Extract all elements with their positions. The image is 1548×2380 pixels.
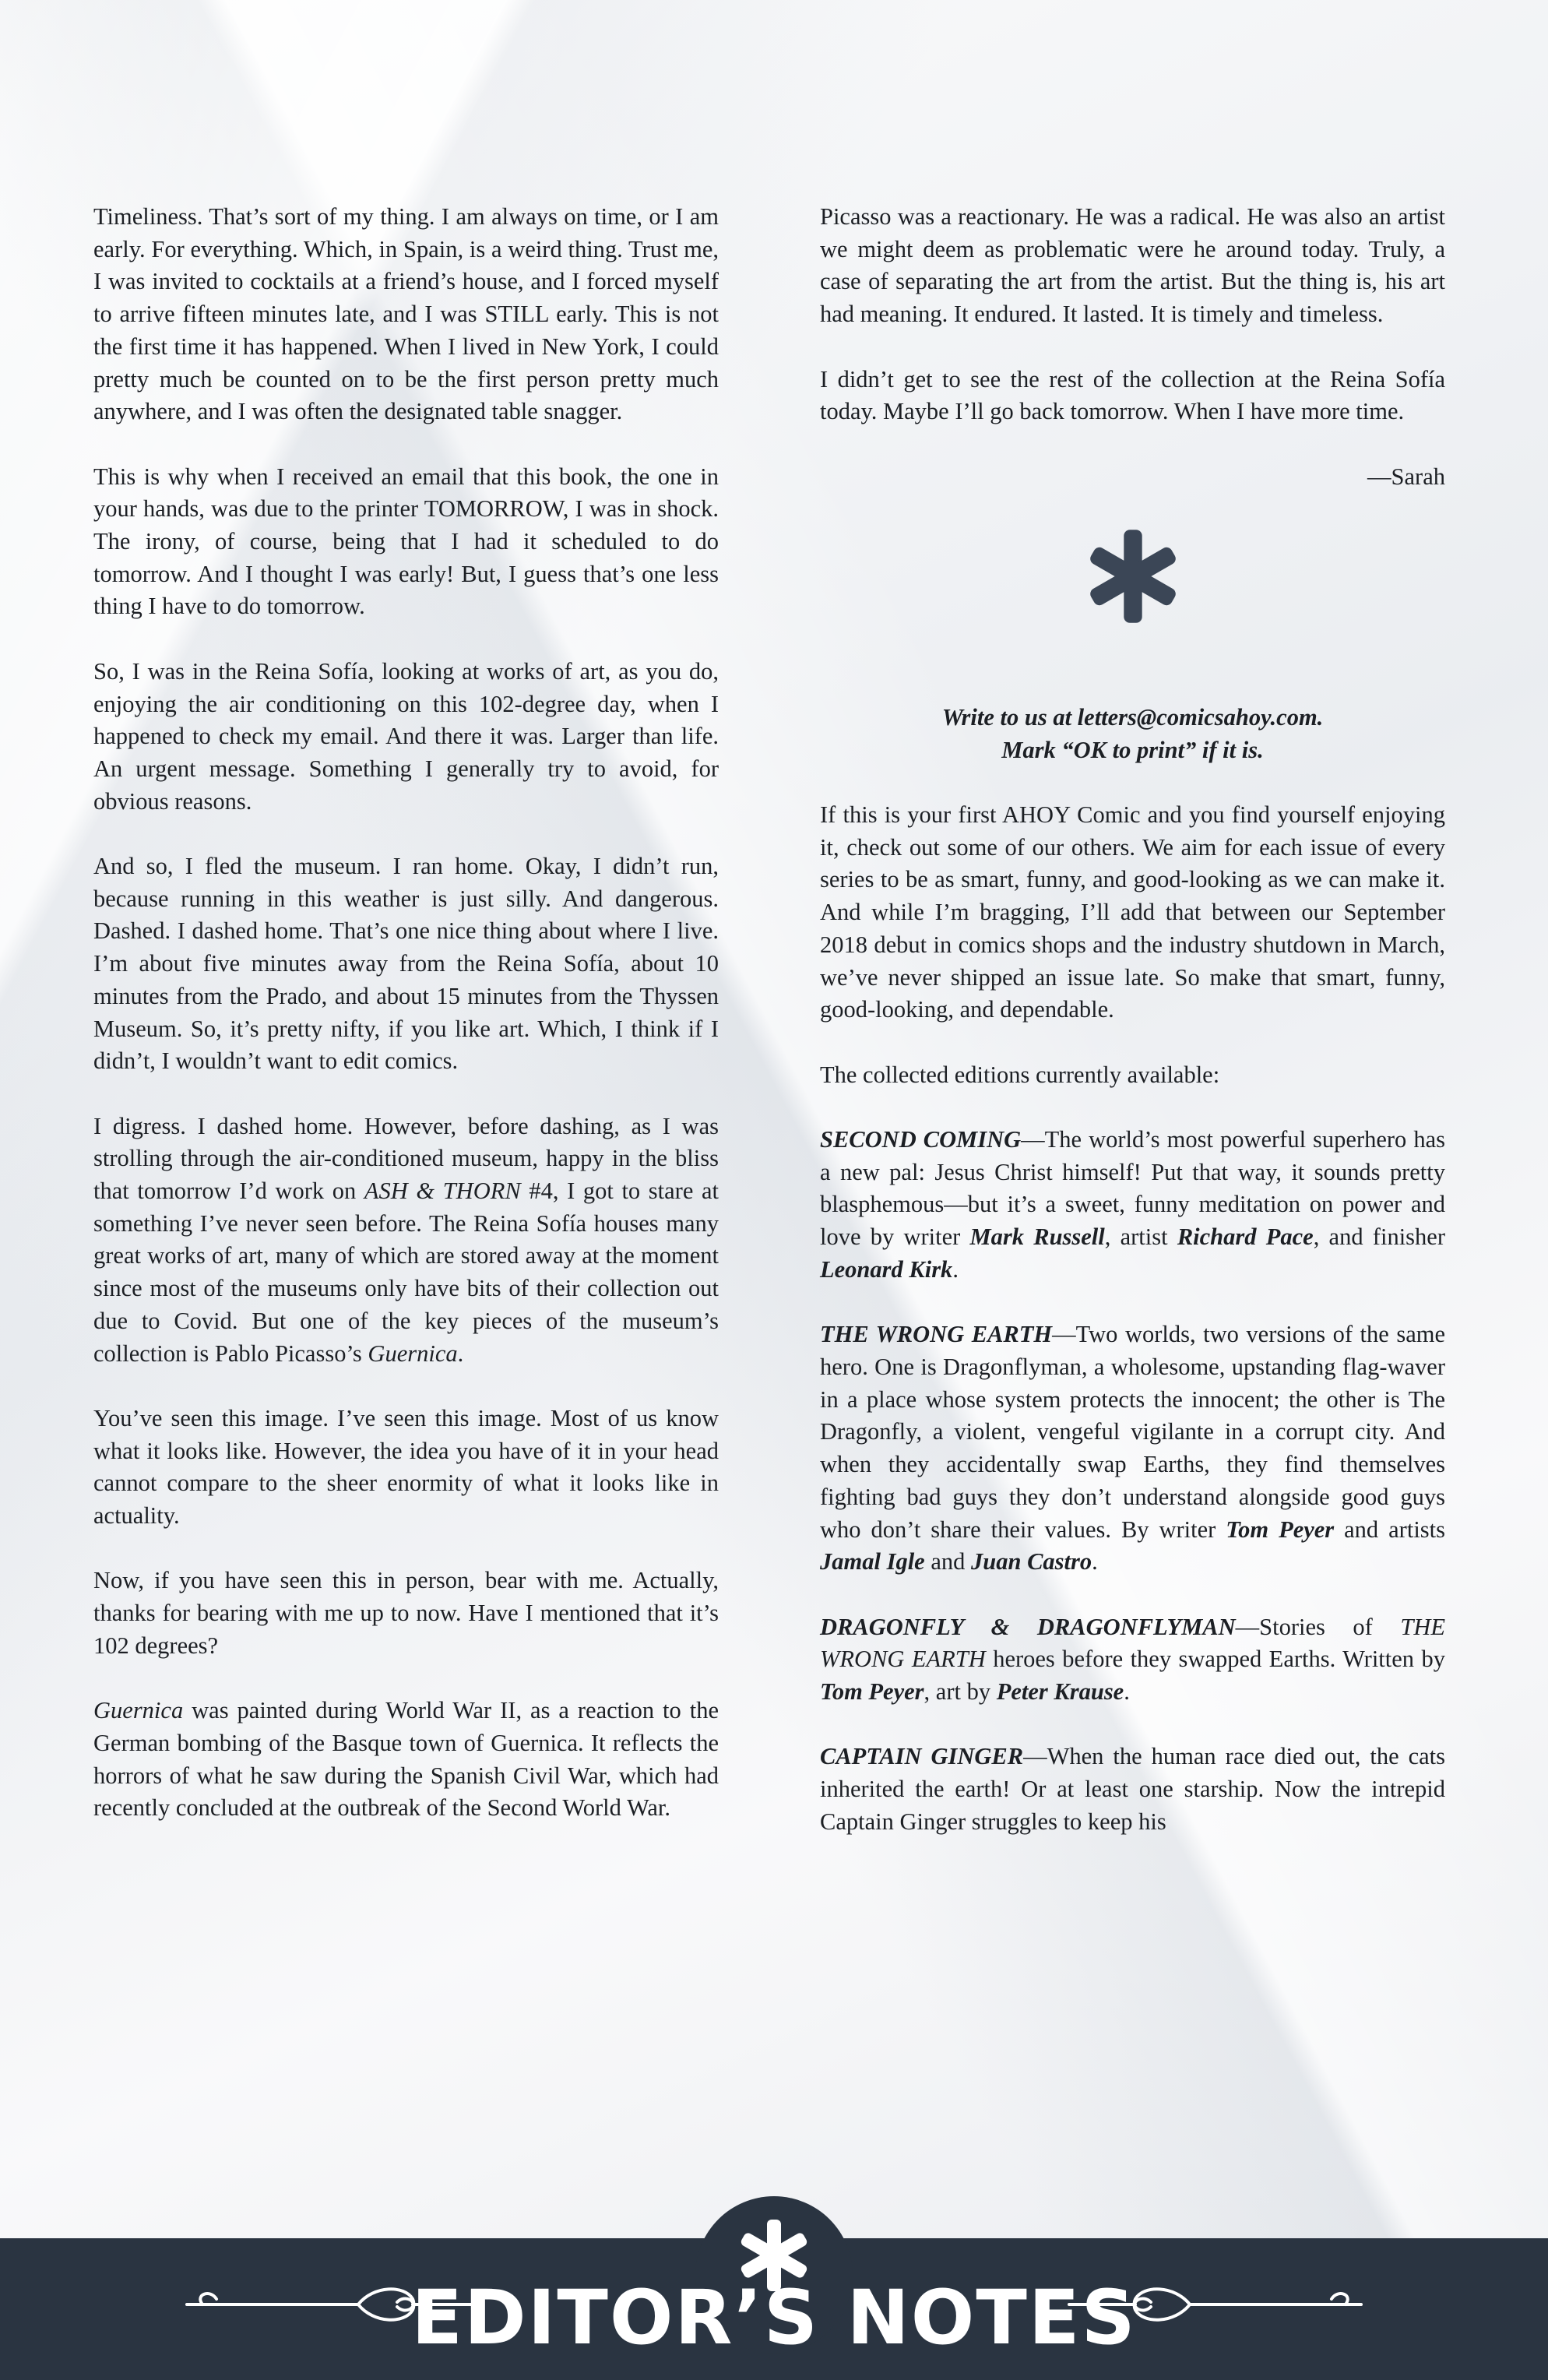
text-run: , art by bbox=[924, 1678, 997, 1705]
asterisk-icon bbox=[1082, 526, 1184, 627]
right-column bbox=[820, 201, 1445, 1871]
text-run: heroes before they swapped Earths. Written by bbox=[985, 1646, 1445, 1673]
paragraph bbox=[93, 201, 719, 428]
emphasis-text: Guernica bbox=[368, 1340, 458, 1367]
text-run: And so, I fled the museum. I ran home. Okay, I didn’t run, because running in this weather is just silly. And dangerous. Dashed. I dashed home. That’s one nice thing about where I live. I’m about five minutes away from the Reina Sofía, about 10 minutes from the Prado, and about 15 minutes from the Thyssen Museum. So, it’s pretty nifty, if you like art. Which, I think if I didn’t, I wouldn’t want to edit comics. bbox=[93, 853, 719, 1075]
paragraph bbox=[820, 1741, 1445, 1838]
text-run: You’ve seen this image. I’ve seen this image. Most of us know what it looks like. However, the idea you have of it in your head cannot compare to the sheer enormity of what it looks like in actuality. bbox=[93, 1404, 719, 1530]
paragraph bbox=[820, 1059, 1445, 1092]
left-column bbox=[93, 201, 719, 1857]
paragraph bbox=[820, 1319, 1445, 1579]
emphasis-text: CAPTAIN GINGER bbox=[820, 1743, 1024, 1770]
paragraph bbox=[93, 1695, 719, 1825]
paragraph bbox=[93, 850, 719, 1078]
emphasis-text: Peter Krause bbox=[996, 1678, 1124, 1705]
text-run: was painted during World War II, as a reaction to the German bombing of the Basque town of Guernica. It reflects the horrors of what he saw during the Spanish Civil War, which had recently concluded at the outbreak of the Second World War. bbox=[93, 1697, 719, 1822]
text-run: and artists bbox=[1334, 1516, 1446, 1543]
text-run: , and finisher bbox=[1313, 1223, 1445, 1251]
text-run: and bbox=[924, 1548, 972, 1576]
paragraph bbox=[820, 1124, 1445, 1287]
emphasis-text: THE WRONG EARTH bbox=[820, 1321, 1053, 1348]
paragraph bbox=[93, 656, 719, 819]
right-column-essay bbox=[820, 201, 1445, 428]
text-run: —Two worlds, two versions of the same hero. One is Dragonflyman, a wholesome, upstanding flag-waver in a place whose system protects the innocent; the other is The Dragonfly, a violent, vengeful vigilante in a corrupt city. And when they accidentally swap Earths, they find themselves fighting bad guys they don’t understand alongside good guys who don’t share their values. By writer bbox=[820, 1321, 1445, 1543]
emphasis-text: DRAGONFLY & DRAGONFLYMAN bbox=[820, 1613, 1236, 1640]
text-run: I digress. I dashed home. However, before dashing, as I was strolling through the air-conditioned museum, happy in the bliss that tomorrow I’d work on bbox=[93, 1112, 719, 1205]
collected-editions bbox=[820, 799, 1445, 1838]
editors-notes-banner bbox=[0, 2196, 1548, 2380]
emphasis-text: Tom Peyer bbox=[820, 1678, 924, 1705]
text-run: This is why when I received an email that this book, the one in your hands, was due to the printer TOMORROW, I was in shock. The irony, of course, being that I had it scheduled to do tomorrow. And I thought I was early! But, I guess that’s one less thing I have to do tomorrow. bbox=[93, 463, 719, 620]
paragraph bbox=[820, 1611, 1445, 1709]
emphasis-text: Mark Russell bbox=[969, 1223, 1105, 1251]
emphasis-text: Tom Peyer bbox=[1226, 1516, 1335, 1543]
text-run: #4, I got to stare at something I’ve never seen before. The Reina Sofía houses many great works of art, many of which are stored away at the moment since most of the museums only have bits of their collection out due to Covid. But one of the key pieces of the museum’s collection is Pablo Picasso’s bbox=[93, 1178, 719, 1367]
text-run: . bbox=[1092, 1548, 1098, 1576]
contact-email-line[interactable]: Write to us at letters@comicsahoy.com. bbox=[941, 703, 1324, 731]
signoff: —Sarah bbox=[1367, 463, 1445, 490]
emphasis-text: SECOND COMING bbox=[820, 1126, 1022, 1153]
text-run: Timeliness. That’s sort of my thing. I am always on time, or I am early. For everything. Which, in Spain, is a weird thing. Trust me, I was invited to cocktails at a friend’s house, and I forced myself to arrive fifteen minutes late, and I was STILL early. This is not the first time it has happened. When I lived in New York, I could pretty much be counted on to be the first person pretty much anywhere, and I was often the designated table snagger. bbox=[93, 203, 719, 425]
emphasis-text: Leonard Kirk bbox=[820, 1255, 953, 1283]
text-run: —The world’s most powerful superhero has a new pal: Jesus Christ himself! Put that way, it sounds pretty blasphemous—but it’s a sweet, funny meditation on power and love by writer bbox=[820, 1126, 1445, 1251]
paragraph bbox=[820, 364, 1445, 428]
emphasis-text: ASH & THORN bbox=[364, 1178, 521, 1205]
contact-info bbox=[820, 702, 1445, 766]
emphasis-text: Jamal Igle bbox=[820, 1548, 925, 1576]
text-run: . bbox=[1124, 1678, 1130, 1705]
text-run: . bbox=[457, 1340, 464, 1367]
paragraph bbox=[820, 799, 1445, 1026]
paragraph bbox=[93, 461, 719, 624]
text-run: . bbox=[952, 1255, 959, 1283]
contact-print-note: Mark “OK to print” if it is. bbox=[1001, 736, 1264, 763]
text-run: If this is your first AHOY Comic and you find yourself enjoying it, check out some of our others. We aim for each issue of every series to be as smart, funny, and good-looking as we can make it. And while I’m bragging, I’ll add that between our September 2018 debut in comics shops and the industry shutdown in March, we’ve never shipped an issue late. So make that smart, funny, good-looking, and dependable. bbox=[820, 801, 1445, 1023]
paragraph bbox=[93, 1565, 719, 1662]
text-run: —When the human race died out, the cats inherited the earth! Or at least one starship. Now the intrepid Captain Ginger struggles to keep his bbox=[820, 1743, 1446, 1835]
emphasis-text: Richard Pace bbox=[1177, 1223, 1314, 1251]
text-run: , artist bbox=[1104, 1223, 1177, 1251]
text-run: —Stories of bbox=[1235, 1613, 1401, 1640]
emphasis-text: Guernica bbox=[93, 1697, 184, 1724]
paragraph bbox=[93, 1403, 719, 1533]
text-run: So, I was in the Reina Sofía, looking at works of art, as you do, enjoying the air conditioning on this 102-degree day, when I happened to check my email. And there it was. Larger than life. An urgent message. Something I generally try to avoid, for obvious reasons. bbox=[93, 657, 719, 815]
page-title: EDITOR’S NOTES bbox=[411, 2274, 1137, 2361]
text-run: The collected editions currently available: bbox=[820, 1061, 1220, 1088]
emphasis-text: Juan Castro bbox=[971, 1548, 1092, 1576]
paragraph bbox=[820, 201, 1445, 331]
emphasis-text: THE WRONG EARTH bbox=[820, 1613, 1445, 1673]
text-run: Picasso was a reactionary. He was a radical. He was also an artist we might deem as problematic were he around today. Truly, a case of separating the art from the artist. But the thing is, his art had meaning. It endured. It lasted. It is timely and timeless. bbox=[820, 203, 1445, 328]
paragraph bbox=[93, 1111, 719, 1371]
text-run: Now, if you have seen this in person, bear with me. Actually, thanks for bearing with me up to now. Have I mentioned that it’s 102 degrees? bbox=[93, 1567, 719, 1659]
text-run: I didn’t get to see the rest of the collection at the Reina Sofía today. Maybe I’ll go back tomorrow. When I have more time. bbox=[820, 365, 1445, 425]
